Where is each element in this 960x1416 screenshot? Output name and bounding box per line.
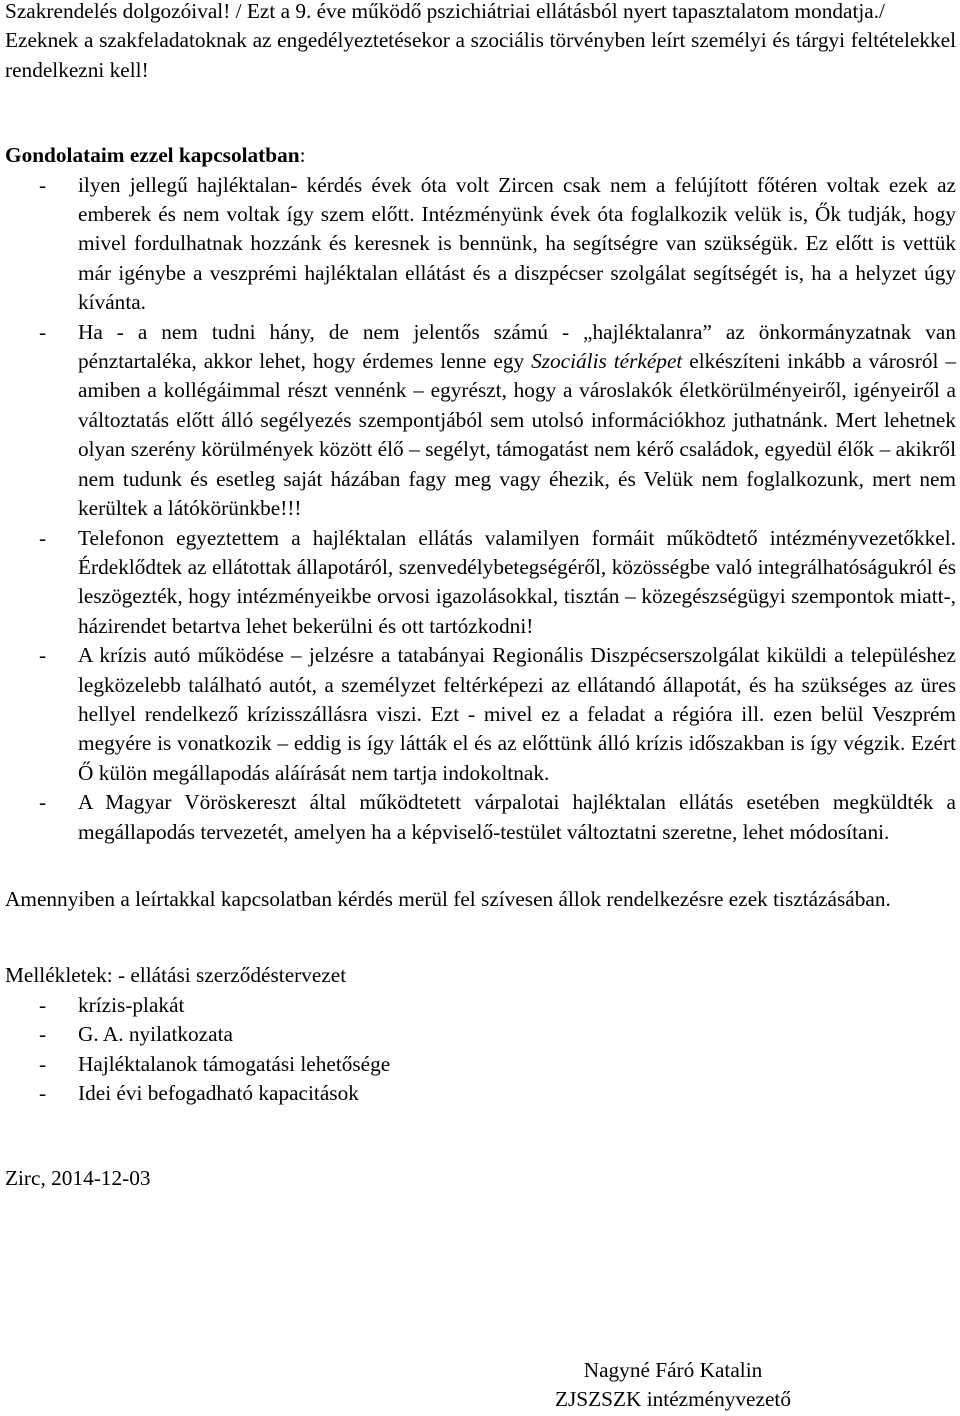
thought-bullet-5-text: A Magyar Vöröskereszt által működtetett várpalotai hajléktalan ellátás esetében megküldték a megállapodás tervezetét, amelyen ha a képviselő-testület változtatni szeretne, lehet módosítani. xyxy=(78,790,956,844)
attachments-heading: Mellékletek: - ellátási szerződéstervezet xyxy=(5,963,347,988)
closing-paragraph: Amennyiben a leírtakkal kapcsolatban kérdés merül fel szívesen állok rendelkezésre ezek tisztázásában. xyxy=(5,886,891,911)
thought-bullet-2-italic: Szociális térképet xyxy=(531,349,683,374)
signature-block xyxy=(555,1356,791,1415)
bullet-dash: - xyxy=(39,643,47,668)
thought-bullet-1-text: ilyen jellegű hajléktalan- kérdés évek óta volt Zircen csak nem a felújított főtéren voltak ezek az emberek és nem voltak így szem előtt. Intézményünk évek óta foglalkozik velük is, Ők tudják, hogy mivel fordulhatnak hozzánk és keresnek is bennünk, ha segítségre van szükségük. Ez előtt is vettük már igénybe a veszprémi hajléktalan ellátást és a diszpécser szolgálat segítségét is, ha a helyzet úgy kívánta. xyxy=(78,172,956,315)
attachment-item-text: G. A. nyilatkozata xyxy=(78,1022,233,1047)
thought-bullet-2-text-a: Ha - a nem tudni hány, de nem jelentős számú - „hajléktalanra” az önkormányzatnak van pénztartaléka, akkor lehet, hogy érdemes lenne egy xyxy=(78,319,956,374)
thoughts-heading-line xyxy=(5,141,956,170)
attachment-item xyxy=(5,1079,956,1108)
thought-bullet-2 xyxy=(5,318,956,524)
thought-bullet-4-text: A krízis autó működése – jelzésre a tatabányai Regionális Diszpécserszolgálat kiküldi a településhez legközelebb található autót, a személyzet feltérképezi az ellátandó állapotát, és ha szükséges az üres hellyel rendelkező krízisszállásra viszi. Ezt - mivel ez a feladat a régióra ill. ezen belül Veszprém megyére is vonatkozik – eddig is így látták el és az előttünk álló krízis időszakban is így végzik. Ezért Ő külön megállapodás aláírását nem tartja indokoltnak. xyxy=(78,643,956,785)
attachment-item-text: Hajléktalanok támogatási lehetősége xyxy=(78,1051,391,1076)
thought-bullet-2-text-b: elkészíteni inkább a városról – amiben a kollégáimmal részt vennénk – egyrészt, hogy a városlakók életkörülményeiről, igényeiről a változtatás előtt álló segélyezés szempontjából sem utolsó információkhoz juthatnánk. Mert lehetnek olyan szerény körülmények között élő – segélyt, támogatást nem kérő családok, egyedül élők – akikről nem tudunk és esetleg saját házában fagy meg vagy éhezik, és Velük nem foglalkozunk, mert nem kerültek a látókörünkbe!!! xyxy=(78,349,956,521)
spacer xyxy=(5,914,956,961)
bullet-dash: - xyxy=(39,525,47,550)
attachment-item-text: krízis-plakát xyxy=(78,992,185,1017)
attachment-item xyxy=(5,1050,956,1079)
thought-bullet-4 xyxy=(5,641,956,788)
bullet-dash: - xyxy=(39,1051,47,1076)
spacer xyxy=(5,1108,956,1164)
intro-paragraph-2: Ezeknek a szakfeladatoknak az engedélyeztetésekor a szociális törvényben leírt személyi és tárgyi feltételekkel rendelkezni kell! xyxy=(5,28,956,82)
thoughts-heading: Gondolataim ezzel kapcsolatban xyxy=(5,143,300,168)
spacer xyxy=(5,85,956,141)
thought-bullet-1 xyxy=(5,171,956,318)
bullet-dash: - xyxy=(39,992,47,1017)
attachment-item xyxy=(5,991,956,1020)
spacer xyxy=(5,847,956,885)
bullet-dash: - xyxy=(39,1022,47,1047)
thought-bullet-5 xyxy=(5,788,956,847)
attachment-item-text: Idei évi befogadható kapacitások xyxy=(78,1081,359,1105)
thought-bullet-3-text: Telefonon egyeztettem a hajléktalan ellátás valamilyen formáit működtető intézményvezetőkkel. Érdeklődtek az ellátottak állapotáról, szenvedélybetegségéről, közösségbe való integrálhatóságukról és leszögezték, hogy intézményeikbe orvosi igazolásokkal, tisztán – közegészségügyi szempontok miatt-, házirendet betartva lehet bekerülni és ott tartózkodni! xyxy=(78,525,956,638)
attachment-item xyxy=(5,1020,956,1049)
bullet-dash: - xyxy=(39,172,47,197)
signatory-title: ZJSZSZK intézményvezető xyxy=(555,1387,791,1412)
bullet-dash: - xyxy=(39,790,47,815)
thought-bullet-3 xyxy=(5,524,956,642)
place-date: Zirc, 2014-12-03 xyxy=(5,1166,151,1191)
bullet-dash: - xyxy=(39,1081,47,1105)
signatory-name: Nagyné Fáró Katalin xyxy=(583,1358,763,1382)
thoughts-heading-colon: : xyxy=(299,143,306,168)
bullet-dash: - xyxy=(39,319,47,344)
intro-paragraph-1: Szakrendelés dolgozóival! / Ezt a 9. éve működő pszichiátriai ellátásból nyert tapasztalatom mondatja./ xyxy=(5,0,885,23)
